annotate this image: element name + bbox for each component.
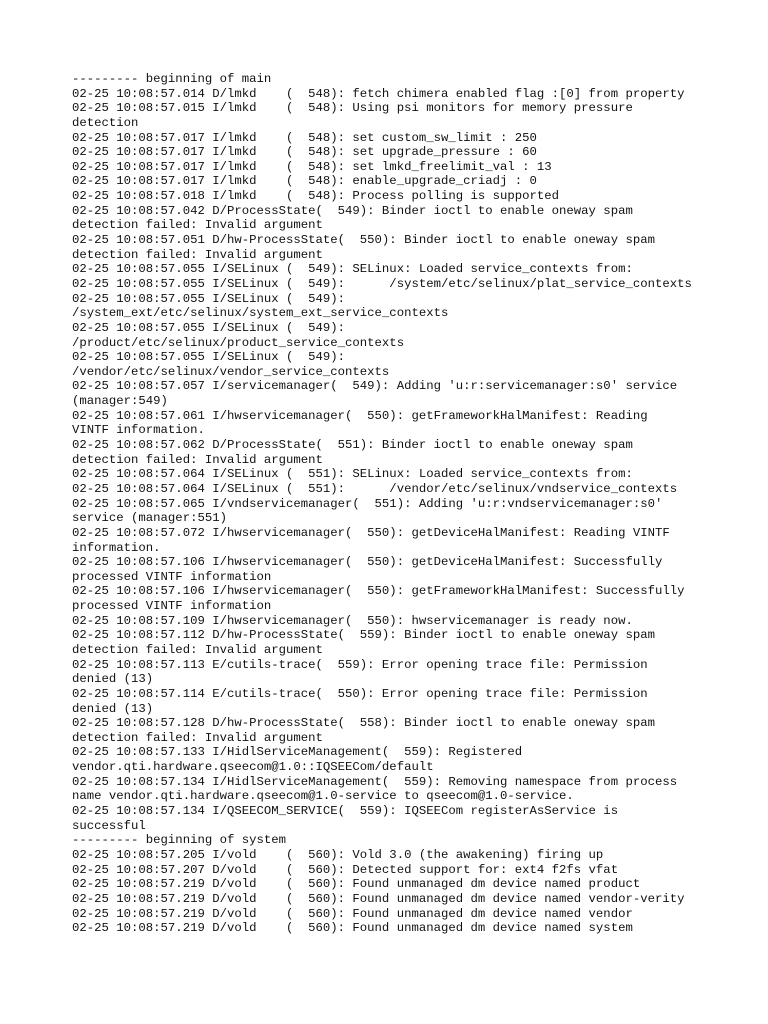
log-line: 02-25 10:08:57.042 D/ProcessState( 549): Binder ioctl to enable oneway spam <box>72 203 633 218</box>
log-line: /vendor/etc/selinux/vendor_service_contexts <box>72 364 390 379</box>
log-line: 02-25 10:08:57.015 I/lmkd ( 548): Using psi monitors for memory pressure <box>72 101 633 116</box>
log-line: 02-25 10:08:57.057 I/servicemanager( 549): Adding 'u:r:servicemanager:s0' service <box>72 379 678 394</box>
log-line: 02-25 10:08:57.064 I/SELinux ( 551): /vendor/etc/selinux/vndservice_contexts <box>72 481 678 496</box>
log-line: VINTF information. <box>72 423 205 438</box>
log-line: detection <box>72 115 139 130</box>
log-line: detection failed: Invalid argument <box>72 642 323 657</box>
log-line: name vendor.qti.hardware.qseecom@1.0-service to qseecom@1.0-service. <box>72 789 574 804</box>
log-line: --------- beginning of system <box>72 833 287 848</box>
log-line: detection failed: Invalid argument <box>72 452 323 467</box>
log-line: information. <box>72 540 161 555</box>
log-line: 02-25 10:08:57.055 I/SELinux ( 549): SELinux: Loaded service_contexts from: <box>72 262 633 277</box>
log-line: 02-25 10:08:57.133 I/HidlServiceManagement( 559): Registered <box>72 745 523 760</box>
log-line: 02-25 10:08:57.051 D/hw-ProcessState( 550): Binder ioctl to enable oneway spam <box>72 233 655 248</box>
log-line: 02-25 10:08:57.219 D/vold ( 560): Found unmanaged dm device named vendor <box>72 906 633 921</box>
log-line: 02-25 10:08:57.219 D/vold ( 560): Found unmanaged dm device named vendor-verity <box>72 891 685 906</box>
log-line: 02-25 10:08:57.106 I/hwservicemanager( 550): getDeviceHalManifest: Successfully <box>72 555 663 570</box>
log-line: 02-25 10:08:57.017 I/lmkd ( 548): enable_upgrade_criadj : 0 <box>72 174 537 189</box>
log-line: successful <box>72 818 146 833</box>
log-line: 02-25 10:08:57.017 I/lmkd ( 548): set lmkd_freelimit_val : 13 <box>72 159 552 174</box>
log-line: 02-25 10:08:57.062 D/ProcessState( 551): Binder ioctl to enable oneway spam <box>72 438 633 453</box>
log-line: --------- beginning of main <box>72 72 272 86</box>
log-line: 02-25 10:08:57.207 D/vold ( 560): Detected support for: ext4 f2fs vfat <box>72 862 619 877</box>
log-line: /product/etc/selinux/product_service_contexts <box>72 335 405 350</box>
log-line: 02-25 10:08:57.055 I/SELinux ( 549): /system/etc/selinux/plat_service_contexts <box>72 276 692 291</box>
log-line: 02-25 10:08:57.134 I/QSEECOM_SERVICE( 559): IQSEECom registerAsService is <box>72 804 619 819</box>
log-line: /system_ext/etc/selinux/system_ext_service_contexts <box>72 306 449 321</box>
log-line: 02-25 10:08:57.112 D/hw-ProcessState( 559): Binder ioctl to enable oneway spam <box>72 628 655 643</box>
log-line: 02-25 10:08:57.055 I/SELinux ( 549): <box>72 291 346 306</box>
log-line: 02-25 10:08:57.128 D/hw-ProcessState( 558): Binder ioctl to enable oneway spam <box>72 716 655 731</box>
log-line: 02-25 10:08:57.064 I/SELinux ( 551): SELinux: Loaded service_contexts from: <box>72 467 633 482</box>
log-line: 02-25 10:08:57.055 I/SELinux ( 549): <box>72 350 346 365</box>
log-line: detection failed: Invalid argument <box>72 218 323 233</box>
log-line: 02-25 10:08:57.205 I/vold ( 560): Vold 3.0 (the awakening) firing up <box>72 847 604 862</box>
log-line: processed VINTF information <box>72 569 272 584</box>
log-line: 02-25 10:08:57.113 E/cutils-trace( 559): Error opening trace file: Permission <box>72 657 648 672</box>
log-line: vendor.qti.hardware.qseecom@1.0::IQSEECom/default <box>72 760 434 775</box>
log-line: (manager:549) <box>72 394 168 409</box>
log-line: 02-25 10:08:57.219 D/vold ( 560): Found unmanaged dm device named system <box>72 921 633 936</box>
log-line: 02-25 10:08:57.018 I/lmkd ( 548): Process polling is supported <box>72 189 560 204</box>
log-line: 02-25 10:08:57.134 I/HidlServiceManagement( 559): Removing namespace from process <box>72 774 678 789</box>
log-line: 02-25 10:08:57.072 I/hwservicemanager( 550): getDeviceHalManifest: Reading VINTF <box>72 525 670 540</box>
log-line: detection failed: Invalid argument <box>72 730 323 745</box>
log-line: 02-25 10:08:57.109 I/hwservicemanager( 550): hwservicemanager is ready now. <box>72 613 633 628</box>
log-line: denied (13) <box>72 672 154 687</box>
log-line: 02-25 10:08:57.114 E/cutils-trace( 550): Error opening trace file: Permission <box>72 686 648 701</box>
log-line: 02-25 10:08:57.017 I/lmkd ( 548): set upgrade_pressure : 60 <box>72 145 537 160</box>
log-line: 02-25 10:08:57.219 D/vold ( 560): Found unmanaged dm device named product <box>72 877 641 892</box>
log-document <box>72 72 712 936</box>
log-line: 02-25 10:08:57.065 I/vndservicemanager( 551): Adding 'u:r:vndservicemanager:s0' <box>72 496 663 511</box>
log-line: detection failed: Invalid argument <box>72 247 323 262</box>
log-line: 02-25 10:08:57.014 D/lmkd ( 548): fetch chimera enabled flag :[0] from property <box>72 86 685 101</box>
log-line: 02-25 10:08:57.106 I/hwservicemanager( 550): getFrameworkHalManifest: Successfully <box>72 584 685 599</box>
log-line: 02-25 10:08:57.017 I/lmkd ( 548): set custom_sw_limit : 250 <box>72 130 537 145</box>
log-line: denied (13) <box>72 701 154 716</box>
log-line: 02-25 10:08:57.061 I/hwservicemanager( 550): getFrameworkHalManifest: Reading <box>72 408 648 423</box>
log-line: 02-25 10:08:57.055 I/SELinux ( 549): <box>72 320 346 335</box>
log-line: service (manager:551) <box>72 511 227 526</box>
log-line: processed VINTF information <box>72 599 272 614</box>
